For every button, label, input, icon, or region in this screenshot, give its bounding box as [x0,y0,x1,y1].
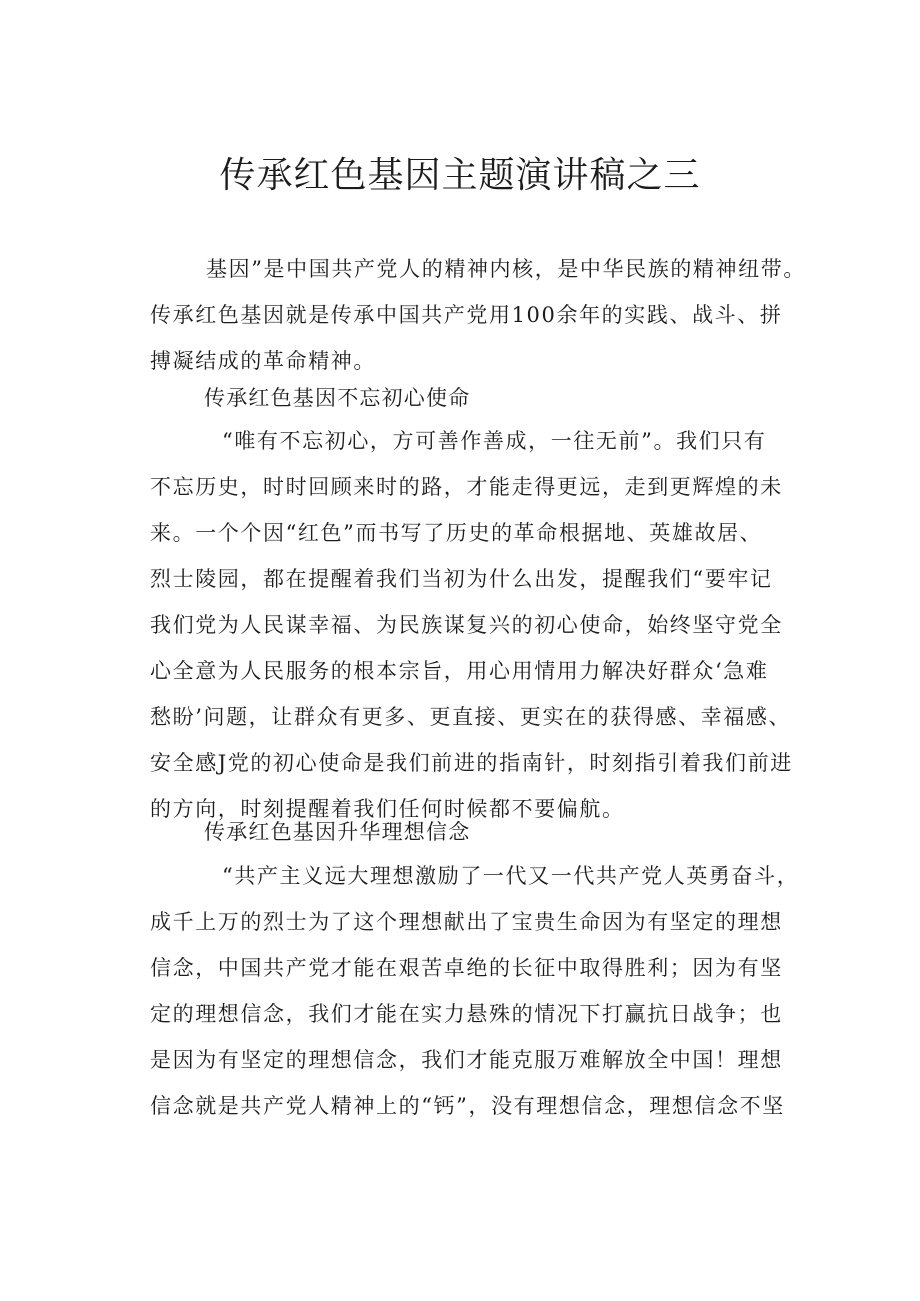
intro-paragraph [150,246,820,384]
paragraph-line: 定的理想信念，我们才能在实力悬殊的情况下打赢抗日战争；也 [150,1002,783,1026]
paragraph-line: 搏凝结成的革命精神。 [150,349,376,373]
section-heading-1: 传承红色基因不忘初心使命 [204,386,471,410]
paragraph-line: “唯有不忘初心，方可善作善成，一往无前”。我们只有 [222,429,767,453]
section1-paragraph [150,418,820,832]
paragraph-line: 是因为有坚定的理想信念，我们才能克服万难解放全中国！理想 [150,1048,783,1072]
paragraph-line: 愁盼’问题，让群众有更多、更直接、更实在的获得感、幸福感、 [150,705,792,729]
section-heading-2: 传承红色基因升华理想信念 [204,820,471,844]
page-title: 传承红色基因主题演讲稿之三 [219,155,701,196]
paragraph-line: 我们党为人民谋幸福、为民族谋复兴的初心使命，始终坚守党全 [150,613,783,637]
paragraph-line: 传承红色基因就是传承中国共产党用100余年的实践、战斗、拼 [150,303,783,327]
paragraph-line: 安全感J党的初心使命是我们前进的指南针，时刻指引着我们前进 [150,751,793,775]
paragraph-line: “共产主义远大理想激励了一代又一代共产党人英勇奋斗， [222,864,800,888]
paragraph-line: 成千上万的烈士为了这个理想献出了宝贵生命因为有坚定的理想 [150,910,783,934]
paragraph-line: 心全意为人民服务的根本宗旨，用心用情用力解决好群众‘急难 [150,659,769,683]
paragraph-line: 信念，中国共产党才能在艰苦卓绝的长征中取得胜利；因为有坚 [150,956,783,980]
paragraph-line: 基因”是中国共产党人的精神内核，是中华民族的精神纽带。 [206,257,806,281]
paragraph-line: 来。一个个因“红色”而书写了历史的革命根据地、英雄故居、 [150,521,763,545]
paragraph-line: 信念就是共产党人精神上的“钙”，没有理想信念，理想信念不坚 [150,1094,785,1118]
paragraph-line: 烈士陵园，都在提醒着我们当初为什么出发，提醒我们“要牢记 [150,567,773,591]
paragraph-line: 不忘历史，时时回顾来时的路，才能走得更远，走到更辉煌的未 [150,475,783,499]
paragraph-line: 的方向，时刻提醒着我们任何时候都不要偏航。 [150,797,625,821]
section2-paragraph [150,853,820,1129]
